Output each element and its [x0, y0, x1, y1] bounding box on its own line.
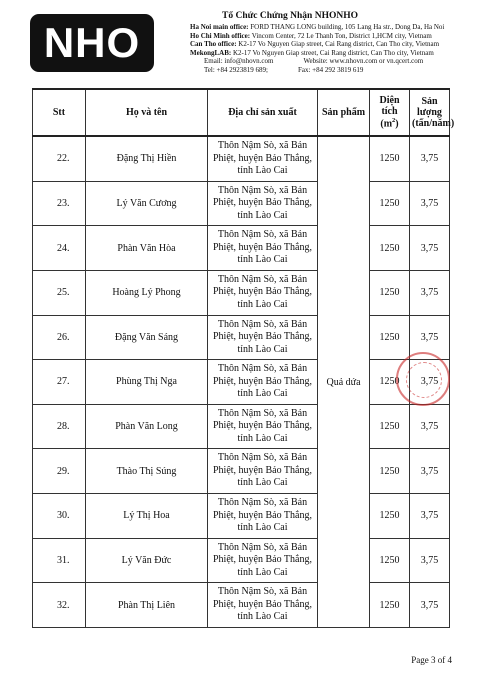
yield-unit: (tấn/năm): [412, 118, 455, 129]
cell-address: [208, 315, 318, 360]
address-line: tỉnh Lào Cai: [237, 343, 288, 355]
cell-yield: 3,75: [410, 583, 450, 628]
email[interactable]: Email: info@nhovn.com: [204, 57, 274, 66]
col-stt: Stt: [33, 89, 86, 136]
address-line: Phiệt, huyện Bảo Thắng,: [213, 464, 312, 476]
area-unit-close: ): [395, 118, 399, 130]
col-address: Địa chỉ sản xuất: [208, 89, 318, 136]
contact-row-2: [190, 66, 470, 75]
table-row: [33, 181, 450, 226]
cell-yield: 3,75: [410, 494, 450, 539]
table-row: [33, 270, 450, 315]
cell-yield: 3,75: [410, 538, 450, 583]
table-header-row: [33, 89, 450, 136]
cell-name: Phàn Văn Long: [86, 404, 208, 449]
office-label: MekongLAB:: [190, 48, 232, 57]
cell-stt: 30.: [33, 494, 86, 539]
cell-area: 1250: [370, 226, 410, 271]
cell-address: [208, 494, 318, 539]
address-line: Phiệt, huyện Bảo Thắng,: [213, 286, 312, 298]
address-line: Thôn Nậm Sò, xã Bản: [217, 318, 308, 330]
table-row: [33, 449, 450, 494]
cell-address: [208, 449, 318, 494]
cell-name: Lý Thị Hoa: [86, 494, 208, 539]
address-line: tỉnh Lào Cai: [237, 388, 288, 400]
col-area: [370, 89, 410, 136]
stamp-inner-ring: [406, 362, 442, 398]
cell-product: Quả dứa: [318, 136, 370, 628]
cell-yield: 3,75: [410, 270, 450, 315]
table-row: [33, 494, 450, 539]
cell-address: [208, 181, 318, 226]
cell-stt: 22.: [33, 136, 86, 181]
cell-stt: 27.: [33, 360, 86, 405]
logo-text: NHO: [43, 19, 141, 66]
address-line: tỉnh Lào Cai: [237, 477, 288, 489]
address-line: Thôn Nậm Sò, xã Bản: [217, 229, 308, 241]
table-row: [33, 226, 450, 271]
cell-address: [208, 538, 318, 583]
cell-name: Thào Thị Súng: [86, 449, 208, 494]
address-line: Thôn Nậm Sò, xã Bản: [217, 586, 308, 598]
cell-stt: 23.: [33, 181, 86, 226]
address-line: Thôn Nậm Sò, xã Bản: [217, 497, 308, 509]
office-address: K2-17 Vo Nguyen Giap street, Cai Rang district, Can Tho city, Vietnam: [238, 40, 440, 49]
area-label: Diện tích: [379, 95, 400, 118]
tel: Tel: +84 2923819 689;: [204, 65, 268, 74]
address-line: tỉnh Lào Cai: [237, 298, 288, 310]
farmer-table: [32, 88, 455, 628]
cell-address: [208, 226, 318, 271]
table-row: [33, 315, 450, 360]
cell-area: 1250: [370, 404, 410, 449]
cell-name: Phàn Thị Liên: [86, 583, 208, 628]
office-hcm: [190, 32, 470, 41]
address-line: Thôn Nậm Sò, xã Bản: [217, 541, 308, 553]
cell-name: Hoàng Lý Phong: [86, 270, 208, 315]
address-line: Phiệt, huyện Bảo Thắng,: [213, 420, 312, 432]
address-line: tỉnh Lào Cai: [237, 566, 288, 578]
office-hanoi: [190, 23, 470, 32]
office-label: Can Tho office:: [190, 40, 237, 49]
address-line: Phiệt, huyện Bảo Thắng,: [213, 241, 312, 253]
cell-area: 1250: [370, 449, 410, 494]
office-address: Vincom Center, 72 Le Thanh Ton, District 1,HCM city, Vietnam: [251, 31, 432, 40]
address-line: tỉnh Lào Cai: [237, 165, 288, 177]
cell-yield: 3,75: [410, 404, 450, 449]
cell-area: 1250: [370, 181, 410, 226]
address-line: Phiệt, huyện Bảo Thắng,: [213, 375, 312, 387]
address-line: Thôn Nậm Sò, xã Bản: [217, 140, 308, 152]
address-line: Phiệt, huyện Bảo Thắng,: [213, 509, 312, 521]
address-line: Thôn Nậm Sò, xã Bản: [217, 363, 308, 375]
cell-stt: 28.: [33, 404, 86, 449]
office-mekonglab: [190, 49, 470, 58]
fax: Fax: +84 292 3819 619: [297, 65, 364, 74]
cell-name: Đặng Văn Sáng: [86, 315, 208, 360]
cell-name: Đặng Thị Hiền: [86, 136, 208, 181]
cell-area: 1250: [370, 538, 410, 583]
cell-address: [208, 136, 318, 181]
cell-address: [208, 404, 318, 449]
cell-name: Phàn Văn Hòa: [86, 226, 208, 271]
cell-yield: 3,75: [410, 136, 450, 181]
cell-area: 1250: [370, 360, 410, 405]
address-line: tỉnh Lào Cai: [237, 254, 288, 266]
yield-label: Sản lượng: [417, 96, 442, 118]
address-line: tỉnh Lào Cai: [237, 209, 288, 221]
address-line: Phiệt, huyện Bảo Thắng,: [213, 598, 312, 610]
address-line: Thôn Nậm Sò, xã Bản: [217, 184, 308, 196]
cell-area: 1250: [370, 136, 410, 181]
cell-address: [208, 583, 318, 628]
office-address: K2-17 Vo Nguyen Giap street, Cai Rang district, Can Tho city, Vietnam: [232, 48, 434, 57]
table-row: [33, 404, 450, 449]
col-name: Họ và tên: [86, 89, 208, 136]
address-line: Thôn Nậm Sò, xã Bản: [217, 407, 308, 419]
cell-stt: 31.: [33, 538, 86, 583]
cell-stt: 26.: [33, 315, 86, 360]
website[interactable]: Website: www.nhovn.com or vn.qcert.com: [303, 57, 424, 66]
cell-address: [208, 270, 318, 315]
cell-yield: 3,75: [410, 181, 450, 226]
cell-area: 1250: [370, 494, 410, 539]
cell-address: [208, 360, 318, 405]
cell-stt: 24.: [33, 226, 86, 271]
office-cantho: [190, 40, 470, 49]
cell-stt: 25.: [33, 270, 86, 315]
address-line: Phiệt, huyện Bảo Thắng,: [213, 197, 312, 209]
address-line: Phiệt, huyện Bảo Thắng,: [213, 554, 312, 566]
org-info: [190, 10, 470, 75]
table-row: [33, 136, 450, 181]
cell-area: 1250: [370, 315, 410, 360]
address-line: tỉnh Lào Cai: [237, 432, 288, 444]
cell-yield: 3,75: [410, 226, 450, 271]
table-row: [33, 538, 450, 583]
address-line: Thôn Nậm Sò, xã Bản: [217, 273, 308, 285]
cell-area: 1250: [370, 270, 410, 315]
cell-name: Phùng Thị Nga: [86, 360, 208, 405]
contact-row-1: [190, 57, 470, 66]
org-title: Tổ Chức Chứng Nhận NHONHO: [222, 11, 358, 21]
cell-name: Lý Văn Đức: [86, 538, 208, 583]
address-line: Phiệt, huyện Bảo Thắng,: [213, 331, 312, 343]
table-row: [33, 360, 450, 405]
col-yield: [410, 89, 455, 136]
address-line: tỉnh Lào Cai: [237, 611, 288, 623]
nho-logo: [30, 14, 154, 72]
area-sup: 2: [392, 117, 396, 125]
page-number: Page 3 of 4: [411, 655, 452, 665]
office-label: Ho Chi Minh office:: [190, 31, 251, 40]
certification-stamp: [396, 352, 450, 406]
cell-area: 1250: [370, 583, 410, 628]
table-row: [33, 583, 450, 628]
cell-name: Lý Văn Cương: [86, 181, 208, 226]
cell-yield: 3,75: [410, 449, 450, 494]
area-unit: (m: [380, 118, 393, 130]
address-line: Thôn Nậm Sò, xã Bản: [217, 452, 308, 464]
cell-yield: 3,75: [410, 315, 450, 360]
office-label: Ha Noi main office:: [190, 23, 249, 31]
office-address: FORD THANG LONG building, 105 Lang Ha str., Dong Da, Ha Noi: [250, 23, 445, 31]
cell-stt: 32.: [33, 583, 86, 628]
address-line: Phiệt, huyện Bảo Thắng,: [213, 152, 312, 164]
address-line: tỉnh Lào Cai: [237, 522, 288, 534]
col-product: Sản phẩm: [318, 89, 370, 136]
cell-stt: 29.: [33, 449, 86, 494]
cell-yield: 3,75: [410, 360, 450, 405]
